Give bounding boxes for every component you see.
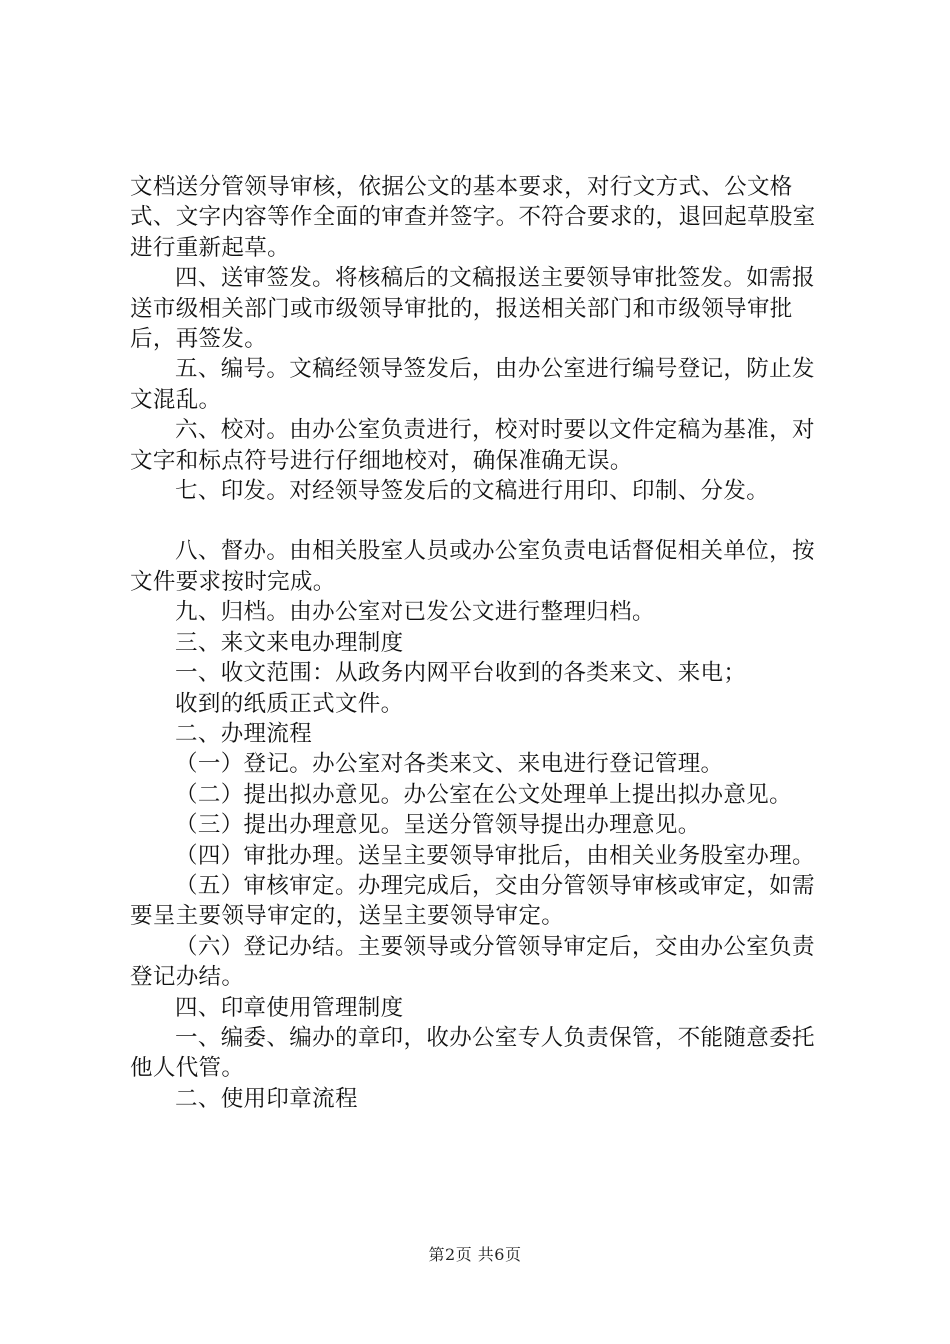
paragraph-scope: 一、收文范围：从政务内网平台收到的各类来文、来电； <box>175 660 747 687</box>
subheading-process: 二、办理流程 <box>175 720 313 747</box>
subheading-seal-process: 二、使用印章流程 <box>175 1085 358 1112</box>
document-body <box>130 172 830 1114</box>
page-number: 第2页 共6页 <box>428 1245 522 1264</box>
paragraph-step-3: （三）提出办理意见。呈送分管领导提出办理意见。 <box>175 812 701 839</box>
section-heading-seal: 四、印章使用管理制度 <box>175 994 404 1021</box>
section-heading-incoming: 三、来文来电办理制度 <box>175 629 404 656</box>
paragraph-seal-custody: 一、编委、编办的章印，收办公室专人负责保管，不能随意委托他人代管。 <box>130 1024 815 1082</box>
paragraph-proofread: 六、校对。由办公室负责进行，校对时要以文件定稿为基准，对文字和标点符号进行仔细地校对，确保准确无误。 <box>130 417 815 474</box>
paragraph-step-2: （二）提出拟办意见。办公室在公文处理单上提出拟办意见。 <box>175 781 792 808</box>
paragraph-continuation: 文档送分管领导审核，依据公文的基本要求，对行文方式、公文格式、文字内容等作全面的审查并签字。不符合要求的，退回起草股室进行重新起草。 <box>130 174 816 261</box>
paragraph-gap <box>130 506 830 536</box>
paragraph-scope-continued: 收到的纸质正式文件。 <box>175 690 404 717</box>
paragraph-archive: 九、归档。由办公室对已发公文进行整理归档。 <box>175 599 655 626</box>
paragraph-submit-sign: 四、送审签发。将核稿后的文稿报送主要领导审批签发。如需报送市级相关部门或市级领导审批的，报送相关部门和市级领导审批后，再签发。 <box>130 265 815 353</box>
paragraph-step-4: （四）审批办理。送呈主要领导审批后，由相关业务股室办理。 <box>175 842 815 869</box>
paragraph-step-5: （五）审核审定。办理完成后，交由分管领导审核或审定，如需要呈主要领导审定的，送呈主要领导审定。 <box>130 872 815 930</box>
paragraph-numbering: 五、编号。文稿经领导签发后，由办公室进行编号登记，防止发文混乱。 <box>130 356 815 413</box>
paragraph-supervise: 八、督办。由相关股室人员或办公室负责电话督促相关单位，按文件要求按时完成。 <box>130 538 815 595</box>
paragraph-issue: 七、印发。对经领导签发后的文稿进行用印、印制、分发。 <box>175 478 770 505</box>
paragraph-step-6: （六）登记办结。主要领导或分管领导审定后，交由办公室负责登记办结。 <box>130 933 815 991</box>
paragraph-step-1: （一）登记。办公室对各类来文、来电进行登记管理。 <box>175 751 724 778</box>
